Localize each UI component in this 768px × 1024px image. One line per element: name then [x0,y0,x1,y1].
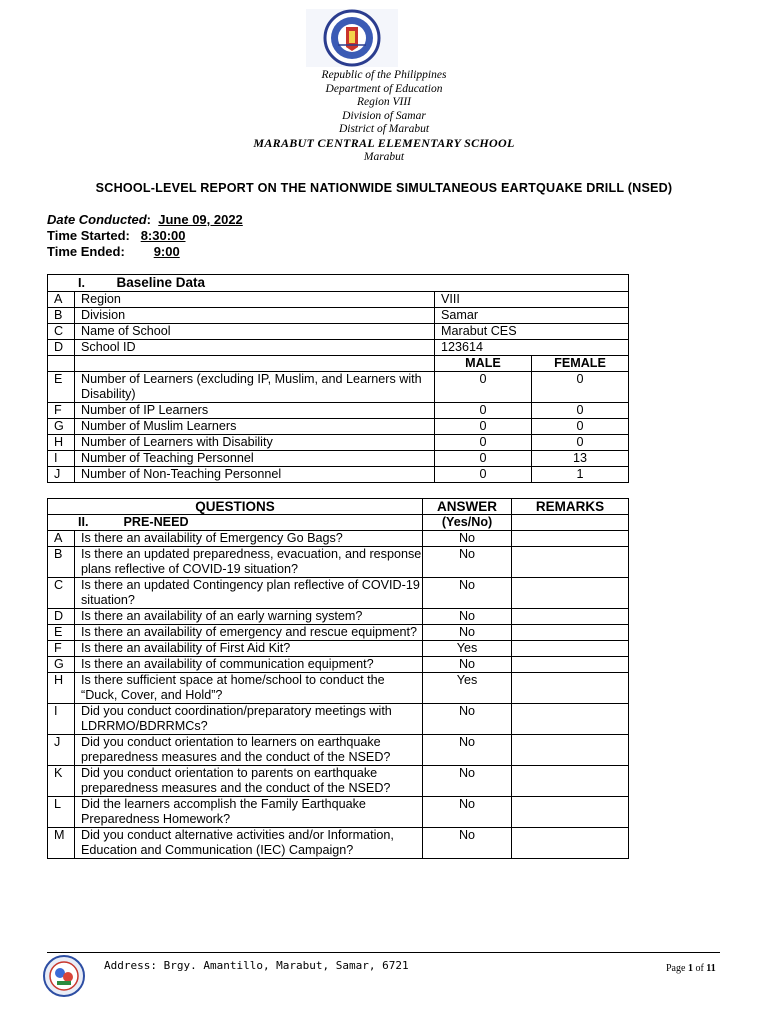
female-count: 0 [532,372,629,403]
question-letter: F [48,641,75,657]
question-answer: No [423,735,512,766]
page-total: 11 [706,963,716,974]
time-started-label: Time Started: [47,228,130,243]
question-answer: No [423,704,512,735]
question-letter: C [48,578,75,609]
baseline-count-row [48,451,629,467]
baseline-count-row [48,403,629,419]
answer-subheader: (Yes/No) [423,515,512,531]
row-label: School ID [75,340,435,356]
question-row [48,609,629,625]
footer-page-number [666,963,716,974]
time-ended-line [47,244,180,260]
of-word: of [695,963,704,974]
female-count: 0 [532,419,629,435]
question-text: Did you conduct orientation to parents on earthquake preparedness measures and the conduct of the NSED? [75,766,423,797]
question-text: Is there an availability of First Aid Kit? [75,641,423,657]
questions-table [47,498,629,859]
pre-need-section-number: II. [78,515,89,529]
male-count: 0 [435,451,532,467]
question-letter: B [48,547,75,578]
row-label: Number of Teaching Personnel [75,451,435,467]
remarks-header: REMARKS [512,499,629,515]
row-letter: H [48,435,75,451]
row-label: Number of Muslim Learners [75,419,435,435]
question-remarks [512,797,629,828]
row-letter: D [48,340,75,356]
question-row [48,657,629,673]
question-letter: M [48,828,75,859]
question-row [48,641,629,657]
answer-header: ANSWER [423,499,512,515]
question-letter: G [48,657,75,673]
question-letter: E [48,625,75,641]
question-text: Did you conduct orientation to learners on earthquake preparedness measures and the conduct of the NSED? [75,735,423,766]
row-label: Number of Non-Teaching Personnel [75,467,435,483]
header-department: Department of Education [325,82,443,95]
question-answer: No [423,547,512,578]
row-label: Name of School [75,324,435,340]
header-town: Marabut [363,150,405,163]
question-remarks [512,735,629,766]
female-count: 13 [532,451,629,467]
female-count: 0 [532,435,629,451]
question-text: Is there an updated Contingency plan reflective of COVID-19 situation? [75,578,423,609]
question-text: Is there an availability of communication equipment? [75,657,423,673]
empty-cell [48,356,75,372]
question-text: Is there an availability of an early warning system? [75,609,423,625]
baseline-info-row [48,324,629,340]
footer-address: Address: Brgy. Amantillo, Marabut, Samar, 6721 [104,959,409,972]
question-letter: H [48,673,75,704]
page-word: Page [666,963,686,974]
question-row [48,704,629,735]
time-ended-label: Time Ended: [47,244,125,259]
question-text: Did you conduct coordination/preparatory meetings with LDRRMO/BDRRMCs? [75,704,423,735]
baseline-count-row [48,435,629,451]
questions-header-row [48,499,629,515]
baseline-section-number: I. [78,276,85,290]
report-title: SCHOOL-LEVEL REPORT ON THE NATIONWIDE SIMULTANEOUS EARTQUAKE DRILL (NSED) [95,181,673,195]
question-text: Did you conduct alternative activities and/or Information, Education and Communication (IEC) Campaign? [75,828,423,859]
question-remarks [512,531,629,547]
question-row [48,531,629,547]
row-label: Division [75,308,435,324]
baseline-info-row [48,292,629,308]
question-letter: A [48,531,75,547]
question-remarks [512,625,629,641]
question-text: Is there an updated preparedness, evacuation, and response plans reflective of COVID-19 situation? [75,547,423,578]
header-school-name: MARABUT CENTRAL ELEMENTARY SCHOOL [253,135,515,150]
question-text: Did the learners accomplish the Family Earthquake Preparedness Homework? [75,797,423,828]
header-division: Division of Samar [342,109,426,122]
male-count: 0 [435,372,532,403]
time-started-value: 8:30:00 [140,228,186,243]
page-current: 1 [687,963,693,974]
deped-seal-logo [306,9,398,67]
pre-need-section-title: PRE-NEED [123,515,189,529]
row-letter: I [48,451,75,467]
question-letter: I [48,704,75,735]
baseline-info-row [48,308,629,324]
empty-cell [75,356,435,372]
row-label: Number of Learners with Disability [75,435,435,451]
question-row [48,673,629,704]
question-answer: No [423,625,512,641]
baseline-count-row [48,372,629,403]
row-letter: J [48,467,75,483]
question-row [48,547,629,578]
question-row [48,766,629,797]
row-value: 123614 [435,340,629,356]
baseline-data-table [47,274,629,483]
question-row [48,828,629,859]
questions-header: QUESTIONS [48,499,423,515]
question-row [48,797,629,828]
row-letter: F [48,403,75,419]
question-remarks [512,641,629,657]
time-ended-value: 9:00 [153,244,180,259]
question-answer: No [423,531,512,547]
question-answer: No [423,828,512,859]
row-value: Marabut CES [435,324,629,340]
question-letter: K [48,766,75,797]
male-count: 0 [435,467,532,483]
row-letter: A [48,292,75,308]
date-label: Date Conducted [47,212,147,227]
question-row [48,578,629,609]
row-letter: G [48,419,75,435]
row-label: Number of IP Learners [75,403,435,419]
row-letter: B [48,308,75,324]
baseline-title-row [48,275,629,292]
male-count: 0 [435,419,532,435]
question-answer: No [423,578,512,609]
pre-need-row [48,515,629,531]
header-region: Region VIII [357,96,411,109]
question-remarks [512,828,629,859]
question-remarks [512,609,629,625]
baseline-section-title: Baseline Data [116,275,206,290]
time-started-line [47,228,186,244]
male-count: 0 [435,403,532,419]
row-label: Region [75,292,435,308]
baseline-info-row [48,340,629,356]
female-header: FEMALE [532,356,629,372]
question-text: Is there an availability of Emergency Go Bags? [75,531,423,547]
question-letter: J [48,735,75,766]
date-conducted-line: Date Conducted: June 09, 2022 [47,212,243,227]
question-remarks [512,578,629,609]
question-answer: No [423,657,512,673]
baseline-gender-header-row [48,356,629,372]
question-remarks [512,547,629,578]
header-republic: Republic of the Philippines [321,69,447,81]
school-seal-logo [43,955,85,997]
row-label: Number of Learners (excluding IP, Muslim, and Learners with Disability) [75,372,435,403]
row-value: VIII [435,292,629,308]
question-remarks [512,704,629,735]
female-count: 1 [532,467,629,483]
baseline-count-row [48,419,629,435]
question-row [48,625,629,641]
header-district: District of Marabut [338,123,430,136]
question-remarks [512,766,629,797]
question-text: Is there sufficient space at home/school to conduct the “Duck, Cover, and Hold”? [75,673,423,704]
footer-divider [47,952,720,953]
question-row [48,735,629,766]
male-header: MALE [435,356,532,372]
question-remarks [512,657,629,673]
question-answer: Yes [423,673,512,704]
row-letter: E [48,372,75,403]
question-answer: No [423,609,512,625]
male-count: 0 [435,435,532,451]
question-answer: Yes [423,641,512,657]
baseline-count-row [48,467,629,483]
question-answer: No [423,766,512,797]
female-count: 0 [532,403,629,419]
question-letter: L [48,797,75,828]
question-answer: No [423,797,512,828]
row-letter: C [48,324,75,340]
question-letter: D [48,609,75,625]
question-remarks [512,673,629,704]
date-value: June 09, 2022 [158,212,243,227]
remarks-subheader [512,515,629,531]
question-text: Is there an availability of emergency and rescue equipment? [75,625,423,641]
row-value: Samar [435,308,629,324]
